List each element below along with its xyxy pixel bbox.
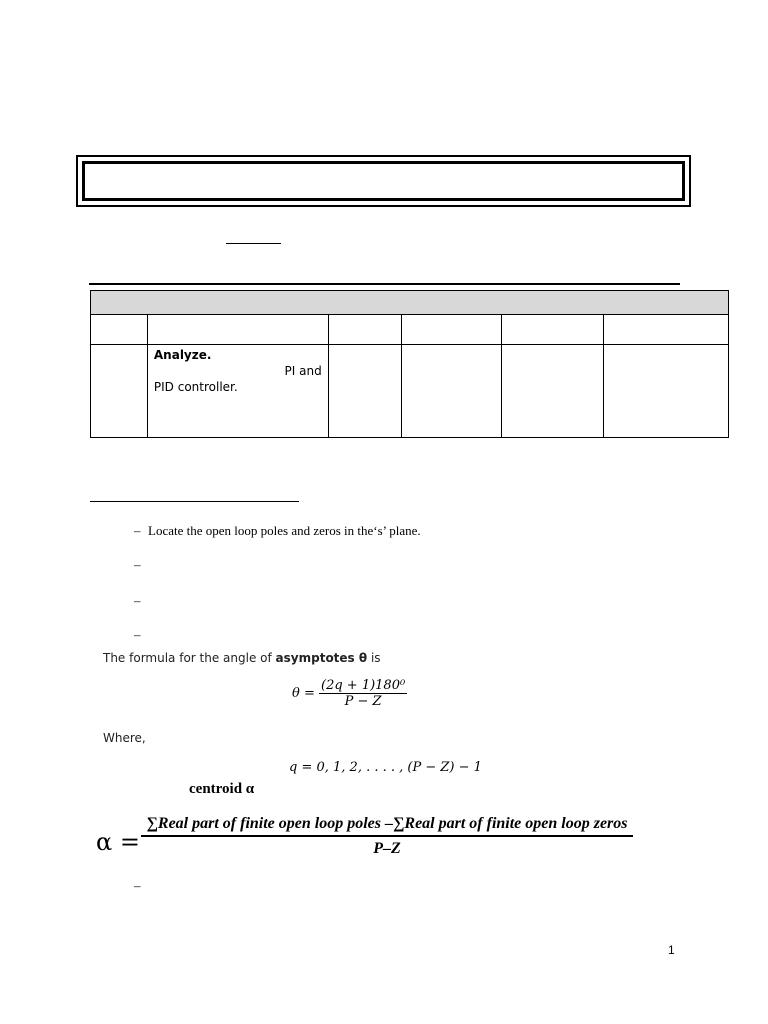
outcome-title: Analyze. [153, 348, 212, 362]
theta-denominator: P − Z [344, 694, 382, 709]
name-underline [226, 243, 281, 244]
theta-numerator: (2q + 1)180⁰ [321, 678, 406, 693]
step-dash: – [134, 523, 141, 538]
where-label: Where, [103, 731, 146, 745]
outcome-cell [147, 345, 328, 438]
alpha-denominator: P–Z [373, 840, 401, 857]
step-4 [134, 627, 148, 643]
page-number: 1 [668, 943, 675, 957]
table-header-row [91, 291, 729, 315]
step-1 [134, 523, 421, 539]
outcome-middle: PI and [284, 364, 322, 378]
outcome-end: PID controller. [153, 380, 238, 394]
q-values: q = 0, 1, 2, . . . . , (P − Z) − 1 [289, 760, 482, 775]
asymptote-is: is [370, 651, 381, 665]
alpha-numerator: ∑Real part of finite open loop poles –∑Real part of finite open loop zeros [141, 815, 633, 837]
table-row [91, 315, 729, 345]
asymptote-text [103, 651, 381, 665]
step-dash: – [134, 627, 141, 642]
asymptote-intro: The formula for the angle of [103, 651, 272, 665]
step-dash: – [134, 593, 141, 608]
theta-lhs: θ = [292, 686, 315, 701]
theta-formula [292, 678, 407, 709]
step-dash: – [134, 557, 141, 572]
asymptote-bold: asymptotes θ [275, 651, 368, 665]
section-rule [89, 283, 680, 285]
step-2 [134, 557, 148, 573]
outcomes-table [90, 290, 729, 438]
procedure-underline [90, 501, 299, 502]
step-dash: – [134, 878, 141, 893]
alpha-lhs: α = [96, 828, 140, 856]
theta-fraction [319, 678, 407, 709]
step-3 [134, 593, 148, 609]
table-row [91, 345, 729, 438]
title-box [76, 155, 691, 207]
centroid-label: centroid α [189, 781, 255, 797]
step-5 [134, 878, 148, 894]
step-text: Locate the open loop poles and zeros in the‘s’ plane. [148, 523, 421, 538]
alpha-fraction [141, 815, 633, 858]
